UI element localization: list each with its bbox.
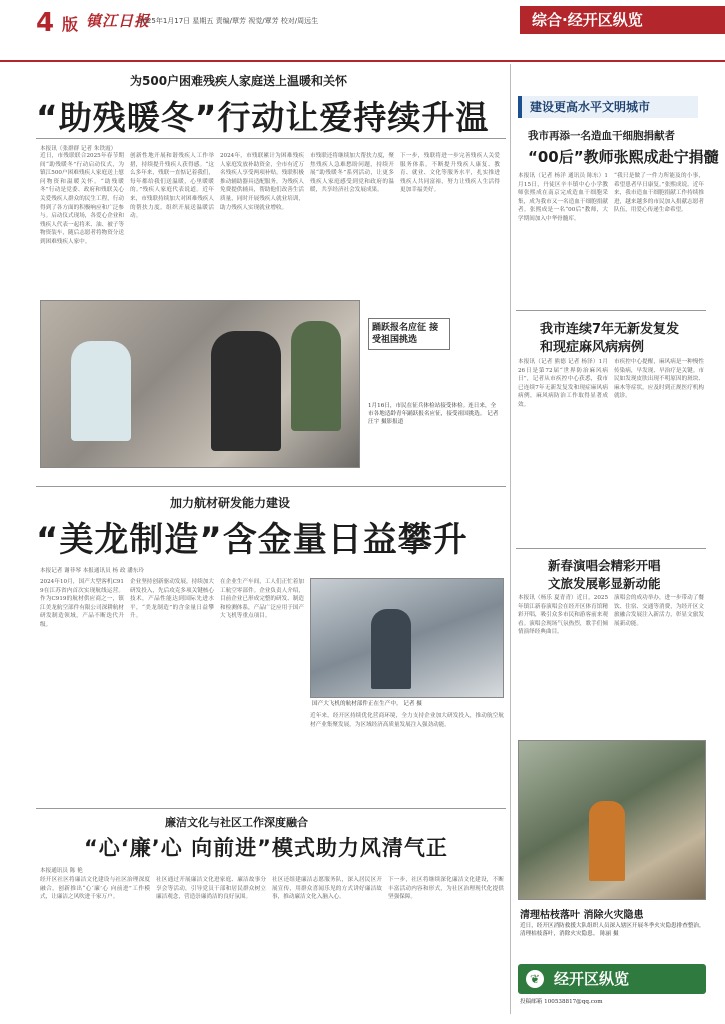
photo2-caption: 国产大飞机的航材部件正在生产中。 记者 摄 [312,701,422,707]
column-brand-title: 经开区纵览 [554,970,630,988]
story3-rule [36,808,506,809]
medic-figure [71,341,131,441]
photo1-placard: 踊跃报名应征 接受祖国挑选 [368,318,450,350]
storyB-kicker: 我市连续7年无新发复发 [540,322,680,337]
story2-col2: 企业坚持创新驱动发展，持续加大研发投入，先后攻克多项关键核心技术，产品性能达到国际先进水平，“美龙制造”的含金量日益攀升。 [130,579,214,620]
story3-kicker: 廉洁文化与社区工作深度融合 [165,816,308,829]
storyB-col1: 本报讯（记者 熊德 记者 杨泽）1月26日是第72届“世界防治麻风病日”，记者从市疾控中心获悉，我市已连续7年无新发复发和现症麻风病病例，麻风病防治工作取得显著成效。 [518,359,608,408]
storyB-headline: 和现症麻风病病例 [540,340,645,355]
column-brand-box [518,964,706,994]
civic-banner: 建设更高水平文明城市 [518,96,698,118]
enlistment-photo [40,300,360,468]
recruit-figure [211,331,281,451]
story1-col1: 近日，市残联联合2025年春节期间“助残暖冬”行动启动仪式，为镇江500户困难残疾人家庭送上慰问物资和温暖关怀。“助残暖冬”行动是党委、政府和残联关心关爱残疾人群众的民生工程，行动得到了各方面的积极响应和广泛参与。启动仪式现场，各爱心企业和残疾人代表一起将米、油、被子等物资装车，随后志愿者将物资分送到困难残疾人家中。 [40,153,124,245]
story1-col5: 下一步，残联将进一步完善残疾人关爱服务体系，不断提升残疾人康复、教育、就业、文化等服务水平，扎实推进残疾人共同富裕，努力让残疾人生活得更加幸福美好。 [400,153,500,194]
soldier-figure [291,321,341,431]
story1-col2: 创新性地开展和谐残疾人工作举措，持续提升残疾人获得感。“这么多年来，残联一直惦记着我们，每年都给我们送温暖，心里暖暖的。”残疾人家庭代表说道。近年来，市残联持续加大对困难残疾人的帮扶力度，组织开展送温暖活动。 [130,153,214,220]
firefighter-figure [589,801,625,881]
story2-kicker: 加力航材研发能力建设 [170,496,291,510]
story1-byline: 本报讯（张群群 记者 朱铁霞） [40,146,117,152]
storyA-col1: 本报讯（记者 杨洋 通讯员 陈东）1月15日，丹徒区辛丰镇中心小学教师张熙成在南京完成造血干细胞采集，成为我市又一名造血干细胞捐献者。张熙成是一名“00后”教师，大学期间加入中华骨髓库。 [518,173,608,222]
story1-headline: “助残暖冬”行动让爱持续升温 [36,98,490,137]
section-title: 综合·经开区纵览 [520,6,725,34]
storyC-headline: 文旅发展彰显新动能 [548,576,661,591]
photo1-caption: 1月16日，市民在征兵体检站接受体检。连日来，全市各地适龄青年踊跃报名应征，接受祖国挑选。 记者 汪宇 摄影报道 [368,403,499,425]
story2-rule [36,486,506,487]
storyC-rule [516,548,706,549]
story2-col1: 2024年10月，国产大型客机C919在江苏省内首次实现航线运营。作为C919的航材供应商之一，镇江美龙航空部件有限公司深耕航材研发制造领域，产品不断迭代升级。 [40,579,124,628]
storyB-col2: 市疾控中心提醒，麻风病是一种慢性传染病，早发现、早治疗是关键。市民如发现皮肤出现不明原因的斑块、麻木等症状，应及时到正规医疗机构就诊。 [614,359,704,400]
story3-headline: “心‘廉’心 向前进”模式助力风清气正 [84,836,448,860]
storyC-kicker: 新春演唱会精彩开唱 [548,558,661,573]
storyB-rule [516,310,706,311]
issue-meta: 2025年1月17日 星期五 责编/覃芳 视觉/覃芳 校对/周远生 [138,17,319,25]
page-suffix: 版 [62,15,79,34]
fire-safety-photo [518,740,706,900]
story1-col3: 2024年，市残联累计为困难残疾人家庭发放补助资金，全市有近万名残疾人享受两项补贴。残联积极推动辅助器具适配服务，为残疾人免费提供辅具，帮助他们改善生活质量，同时开展残疾人就业培训，助力残疾人实现就业增收。 [220,153,304,211]
storyC-col1: 本报讯（杨乐 夏青青）近日，2025年镇江新春演唱会在经开区体育馆精彩开唱，吸引众多市民和游客前来观看。演唱会现场气氛热烈，歌手们倾情演绎经典曲目。 [518,595,608,636]
story3-col3: 社区还组建廉洁志愿服务队，深入居民区开展宣传，用群众喜闻乐见的方式讲好廉洁故事，推动廉洁文化入脑入心。 [272,877,382,901]
story1-col4: 市残联还将继续加大帮扶力度，聚焦残疾人急难愁盼问题，持续开展“助残暖冬”系列活动，让更多残疾人家庭感受到党和政府的温暖，共享经济社会发展成果。 [310,153,394,194]
story1-kicker: 为500户困难残疾人家庭送上温暖和关怀 [130,74,348,88]
submission-email[interactable]: 投稿邮箱 100538817@qq.com [520,999,603,1005]
story3-byline: 本报通讯员 陈 艳 [40,868,83,874]
story2-headline: “美龙制造”含金量日益攀升 [36,520,468,560]
story3-col4: 下一步，社区将继续深化廉洁文化建设，不断丰富活动内容和形式，为社区治理现代化提供坚强保障。 [388,877,504,901]
worker-figure [371,609,411,689]
column-divider [510,64,511,1014]
photo3-subcaption: 近日，经开区消防救援大队组织人员深入辖区开展冬季火灾隐患排查整治，清理枯枝落叶，消除火灾隐患。 陈丽 摄 [520,923,705,937]
story3-col2: 社区通过开展廉洁文化进家庭、廉洁故事分享会等活动，引导党员干部和居民群众树立廉洁观念，营造崇廉尚洁的良好氛围。 [156,877,266,901]
story2-byline: 本报记者 谢菲琴 本报通讯员 杨 政 潘东玲 [40,568,144,574]
storyC-col2: 演唱会的成功举办，进一步带动了餐饮、住宿、交通等消费，为经开区文旅融合发展注入新活力，彰显文旅发展新动能。 [614,595,704,627]
storyA-kicker: 我市再添一名造血干细胞捐献者 [528,130,675,142]
story1-rule [36,138,506,139]
page-number: 4 [36,8,55,38]
story2-col4: 近年来，经开区持续优化营商环境，全力支持企业加大研发投入，推动航空航材产业集聚发展，为区域经济高质量发展注入强劲动能。 [310,713,504,728]
story3-col1: 经开区社区将廉洁文化建设与社区治理深度融合，创新推出“心‘廉’心 向前进”工作模式，让廉洁之风吹进千家万户。 [40,877,150,901]
newspaper-logo: 镇江日报 [86,12,151,30]
photo3-caption: 清理枯枝落叶 消除火灾隐患 [520,910,644,921]
leaf-icon: ❦ [526,970,544,988]
story2-col3: 在企业生产车间，工人们正忙着加工航空零部件。企业负责人介绍，目前企业已形成完整的研发、制造和检测体系，产品广泛应用于国产大飞机等重点项目。 [220,579,304,620]
storyA-col2: “我只是做了一件力所能及的小事，希望患者早日康复。”张熙成说。近年来，我市造血干细胞捐献工作持续推进，越来越多的市民加入捐献志愿者队伍，用爱心传递生命希望。 [614,173,704,214]
factory-photo [310,578,504,698]
storyA-headline: “00后”教师张熙成赴宁捐髓 [528,148,719,166]
